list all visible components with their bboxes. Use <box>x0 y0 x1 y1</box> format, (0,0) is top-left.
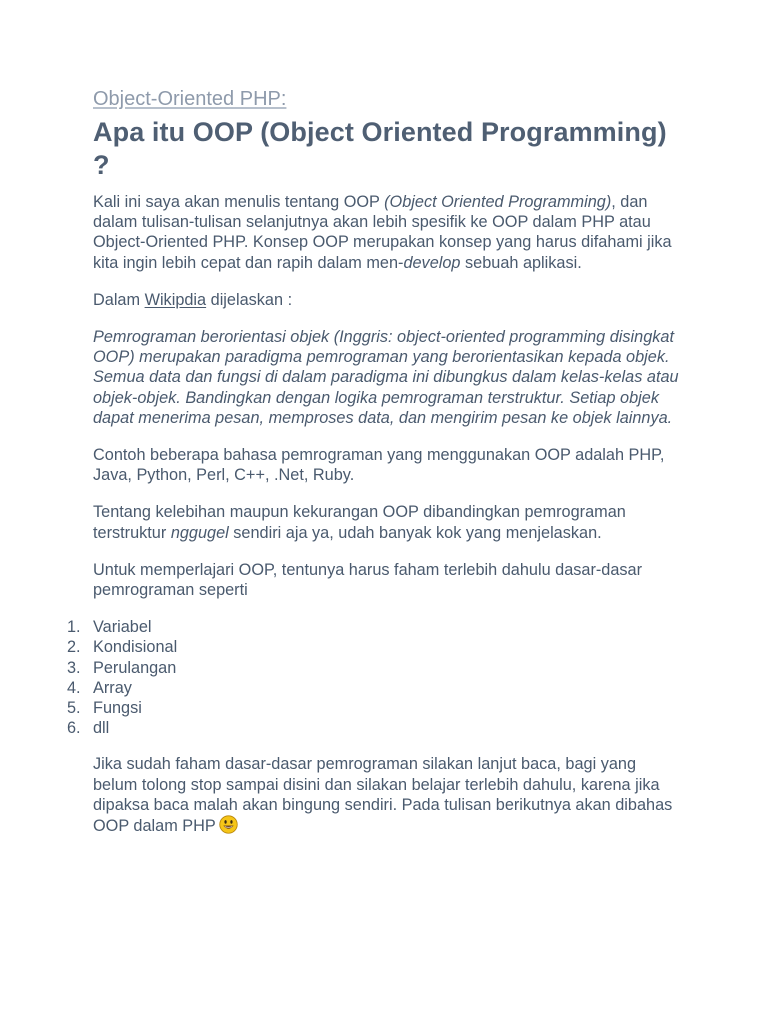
list-item <box>67 658 657 678</box>
series-link[interactable]: Object-Oriented PHP: <box>93 88 287 110</box>
list-item <box>67 698 657 718</box>
intro-italic-2: develop <box>403 253 461 272</box>
wikipedia-quote: Pemrograman berorientasi objek (Inggris: object-oriented programming disingkat OOP) merupakan paradigma pemrograman yang berorientasikan kepada objek. Semua data dan fungsi di dalam paradigma ini dibungkus dalam kelas-kelas atau objek-objek. Bandingkan dengan logika pemrograman terstruktur. Setiap objek dapat menerima pesan, memproses data, dan mengirim pesan ke objek lainnya. <box>93 328 679 427</box>
pros-cons-text-2: sendiri aja ya, udah banyak kok yang menjelaskan. <box>228 523 602 542</box>
list-item-number: 1. <box>67 618 81 637</box>
prerequisite-paragraph: Untuk memperlajari OOP, tentunya harus faham terlebih dahulu dasar-dasar pemrograman seperti <box>93 560 643 600</box>
pros-cons-text-1: Tentang kelebihan maupun kekurangan OOP dibandingkan pemrograman terstruktur <box>93 503 626 542</box>
list-item-number: 3. <box>67 658 81 677</box>
list-item-number: 5. <box>67 699 81 718</box>
list-item <box>67 617 657 637</box>
languages-paragraph: Contoh beberapa bahasa pemrograman yang menggunakan OOP adalah PHP, Java, Python, Perl, C++, .Net, Ruby. <box>93 446 665 485</box>
page-title: Apa itu OOP (Object Oriented Programming) ? <box>93 117 667 180</box>
intro-text-1: Kali ini saya akan menulis tentang OOP <box>93 193 385 211</box>
closing-paragraph <box>93 754 683 836</box>
list-item <box>67 637 657 657</box>
intro-italic-1: (Object Oriented Programming) <box>384 193 612 211</box>
list-item <box>67 718 657 738</box>
pros-cons-italic: nggugel <box>170 523 229 542</box>
intro-text-2: , dan dalam tulisan-tulisan selanjutnya akan lebih spesifik ke OOP dalam PHP atau Object-Oriented PHP. Konsep OOP merupakan konsep yang harus difahami jika kita ingin lebih cepat dan rapih dalam men- <box>93 193 672 272</box>
list-item-text: Perulangan <box>93 658 177 677</box>
closing-text: Jika sudah faham dasar-dasar pemrograman silakan lanjut baca, bagi yang belum tolong stop sampai disini dan silakan belajar terlebih dahulu, karena jika dipaksa baca malah akan bingung sendiri. Pada tulisan berikutnya akan dibahas OOP dalam PHP <box>93 755 673 836</box>
pros-cons-paragraph <box>93 502 683 542</box>
list-item <box>67 678 657 698</box>
list-item-number: 4. <box>67 678 81 697</box>
list-item-text: Kondisional <box>93 638 178 657</box>
intro-paragraph <box>93 192 683 273</box>
intro-text-3: sebuah aplikasi. <box>460 253 582 272</box>
wikipedia-link[interactable]: Wikipdia <box>144 290 207 309</box>
prerequisite-list <box>67 617 657 738</box>
wiki-text-before: Dalam <box>93 290 145 309</box>
list-item-text: Fungsi <box>93 699 142 718</box>
wiki-paragraph <box>93 290 683 310</box>
list-item-number: 6. <box>67 719 81 738</box>
list-item-text: dll <box>93 719 110 738</box>
wiki-text-after: dijelaskan : <box>206 290 293 309</box>
article <box>67 86 683 853</box>
smiley-face-icon <box>219 815 238 834</box>
list-item-text: Variabel <box>93 618 152 637</box>
list-item-text: Array <box>93 678 132 697</box>
list-item-number: 2. <box>67 638 81 657</box>
